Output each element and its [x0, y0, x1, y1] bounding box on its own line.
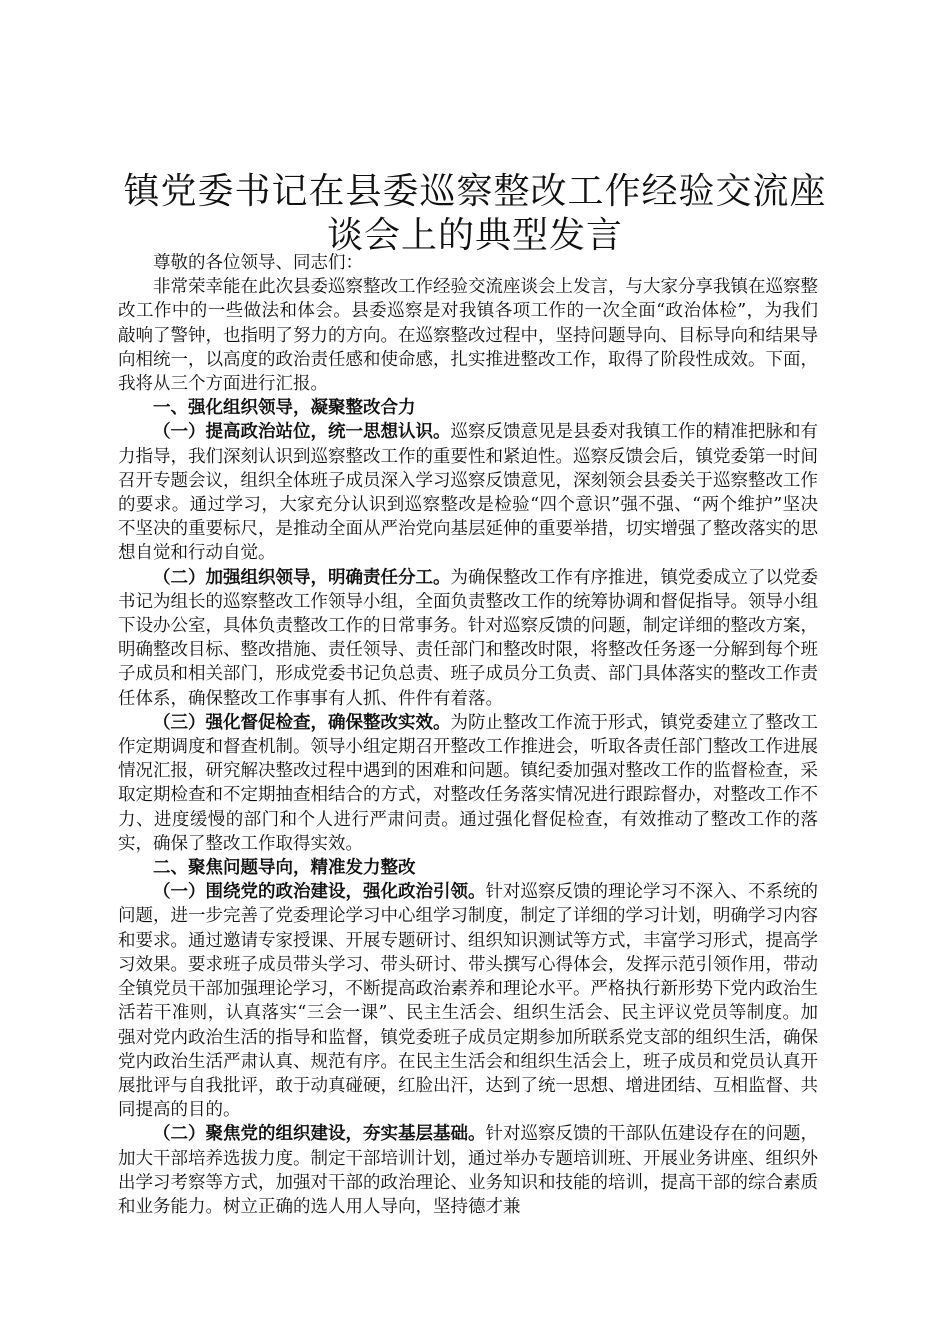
section-1-paragraph-3: [118, 711, 818, 856]
section-1-paragraph-2: [118, 566, 818, 711]
paragraph-text: 为确保整改工作有序推进，镇党委成立了以党委书记为组长的巡察整改工作领导小组，全面负责整改工作的统筹协调和督促指导。领导小组下设办公室，具体负责整改工作的日常事务。针对巡察反馈的问题，制定详细的整改方案，明确整改目标、整改措施、责任领导、责任部门和整改时限，将整改任务逐一分解到每个班子成员和相关部门，形成党委书记负总责、班子成员分工负责、部门具体落实的整改工作责任体系，确保整改工作事事有人抓、件件有着落。: [118, 567, 818, 709]
paragraph-lead: （一）提高政治站位，统一思想认识。: [153, 422, 451, 443]
paragraph-text: 针对巡察反馈的理论学习不深入、不系统的问题，进一步完善了党委理论学习中心组学习制度，制定了详细的学习计划，明确学习内容和要求。通过邀请专家授课、开展专题研讨、组织知识测试等方式，丰富学习形式，提高学习效果。要求班子成员带头学习、带头研讨、带头撰写心得体会，发挥示范引领作用，带动全镇党员干部加强理论学习，不断提高政治素养和理论水平。严格执行新形势下党内政治生活若干准则，认真落实“三会一课”、民主生活会、组织生活会、民主评议党员等制度。加强对党内政治生活的指导和监督，镇党委班子成员定期参加所联系党支部的组织生活，确保党内政治生活严肃认真、规范有序。在民主生活会和组织生活会上，班子成员和党员认真开展批评与自我批评，敢于动真碰硬，红脸出汗，达到了统一思想、增进团结、互相监督、共同提高的目的。: [118, 882, 818, 1121]
document-body: [118, 251, 818, 1219]
section-1-heading: 一、强化组织领导，凝聚整改合力: [153, 398, 416, 419]
intro-paragraph: 非常荣幸能在此次县委巡察整改工作经验交流座谈会上发言，与大家分享我镇在巡察整改工作中的一些做法和体会。县委巡察是对我镇各项工作的一次全面“政治体检”，为我们敲响了警钟，也指明了努力的方向。在巡察整改过程中，坚持问题导向、目标导向和结果导向相统一，以高度的政治责任感和使命感，扎实推进整改工作，取得了阶段性成效。下面，我将从三个方面进行汇报。: [118, 277, 818, 395]
paragraph-text: 为防止整改工作流于形式，镇党委建立了整改工作定期调度和督查机制。领导小组定期召开整改工作推进会，听取各责任部门整改工作进展情况汇报，研究解决整改过程中遇到的困难和问题。镇纪委加强对整改工作的监督检查，采取定期检查和不定期抽查相结合的方式，对整改任务落实情况进行跟踪督办，对整改工作不力、进度缓慢的部门和个人进行严肃问责。通过强化督促检查，有效推动了整改工作的落实，确保了整改工作取得实效。: [118, 712, 818, 854]
document-title: 镇党委书记在县委巡察整改工作经验交流座谈会上的典型发言: [123, 171, 827, 256]
paragraph-lead: （二）聚焦党的组织建设，夯实基层基础。: [153, 1124, 486, 1145]
greeting: 尊敬的各位领导、同志们：: [153, 253, 363, 273]
paragraph-text: 巡察反馈意见是县委对我镇工作的精准把脉和有力指导，我们深刻认识到巡察整改工作的重要性和紧迫性。巡察反馈会后，镇党委第一时间召开专题会议，组织全体班子成员深入学习巡察反馈意见，深刻领会县委关于巡察整改工作的要求。通过学习，大家充分认识到巡察整改是检验“四个意识”强不强、“两个维护”坚决不坚决的重要标尺，是推动全面从严治党向基层延伸的重要举措，切实增强了整改落实的思想自觉和行动自觉。: [118, 422, 818, 564]
paragraph-lead: （三）强化督促检查，确保整改实效。: [153, 712, 451, 733]
paragraph-text: 针对巡察反馈的干部队伍建设存在的问题，加大干部培养选拔力度。制定干部培训计划，通过举办专题培训班、开展业务讲座、组织外出学习考察等方式，加强对干部的政治理论、业务知识和技能的培训，提高干部的综合素质和业务能力。树立正确的选人用人导向，坚持德才兼: [118, 1124, 818, 1217]
section-1-paragraph-1: [118, 420, 818, 565]
section-2-paragraph-2: [118, 1122, 818, 1219]
paragraph-lead: （一）围绕党的政治建设，强化政治引领。: [153, 882, 486, 903]
section-2-paragraph-1: [118, 880, 818, 1122]
paragraph-lead: （二）加强组织领导，明确责任分工。: [153, 567, 451, 588]
section-2-heading: 二、聚焦问题导向，精准发力整改: [153, 858, 416, 879]
